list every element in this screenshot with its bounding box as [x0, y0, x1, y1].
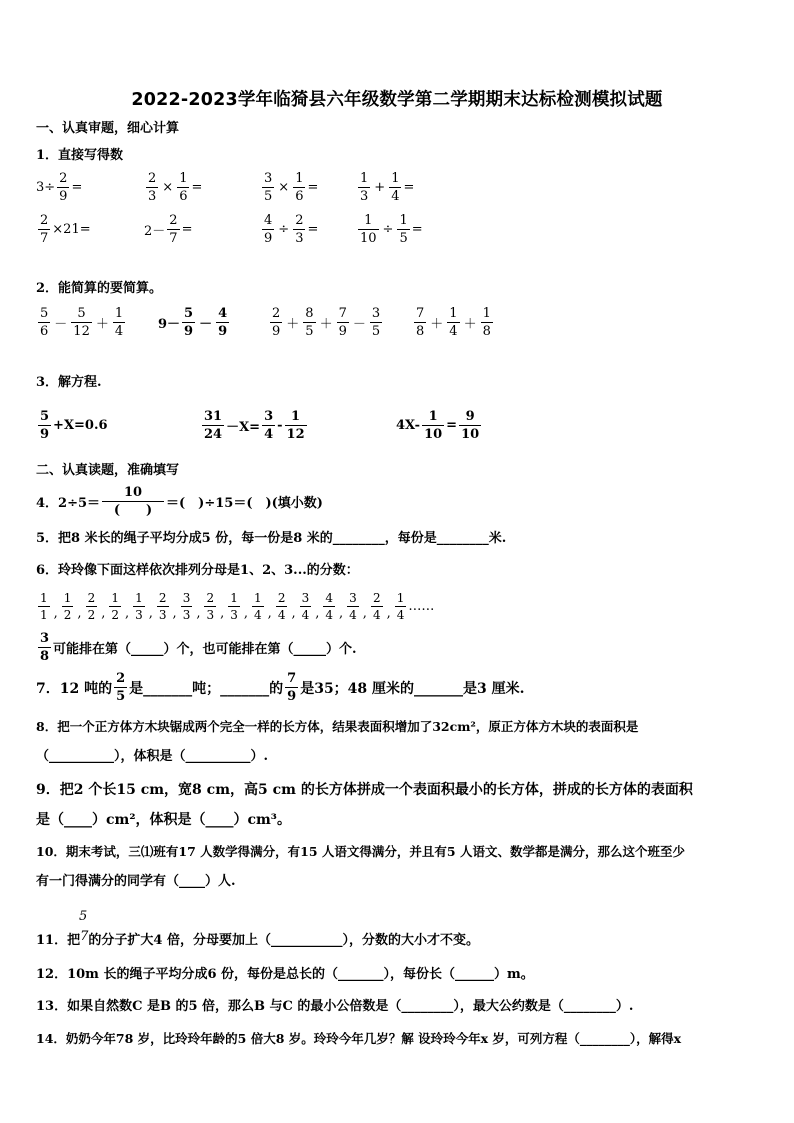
fraction: $\frac{2}{5}$: [116, 671, 126, 704]
comma: ,: [339, 606, 344, 621]
section-heading-1: 一、认真审题，细心计算: [36, 121, 180, 136]
comma: ,: [220, 606, 225, 621]
question-8-line-1: 8．把一个正方体方木块锯成两个完全一样的长方体，结果表面积增加了32cm²，原正方体方木块的表面积是: [36, 719, 639, 734]
comma: ,: [267, 606, 272, 621]
comma: ,: [77, 606, 82, 621]
comma: ,: [362, 606, 367, 621]
question-10-line-1: 10．期末考试，三⑴班有17 人数学得满分，有15 人语文得满分，并且有5 人语文、数学都是满分，那么这个班至少: [36, 844, 685, 859]
sequence-fraction: $\frac{3}{3}$: [182, 591, 191, 622]
comma: ,: [243, 606, 249, 621]
sequence-fraction: $\frac{1}{2}$: [111, 591, 119, 622]
q2-expr-3: $\frac{2}{9}$ ＋ $\frac{8}{5}$ ＋ $\frac{7}{9}$ － $\frac{3}{5}$: [272, 306, 381, 339]
fraction: $\frac{2}{9}$: [272, 306, 281, 339]
fraction: $\frac{7}{8}$: [416, 306, 425, 339]
fraction: $\frac{1}{6}$: [179, 171, 188, 204]
sequence-fraction: $\frac{1}{3}$: [230, 591, 238, 622]
fraction: $\frac{1}{3}$: [360, 171, 369, 204]
q2-expr-1: $\frac{5}{6}$ － $\frac{5}{12}$ ＋ $\frac{1}{4}$: [40, 306, 124, 339]
fraction: $\frac{2}{3}$: [148, 171, 157, 204]
q1-item-d: $\frac{1}{3}$ + $\frac{1}{4}$ =: [360, 171, 415, 204]
sequence-fraction: $\frac{2}{3}$: [206, 591, 215, 622]
question-4: 4．2÷5＝ $\frac{10}{( )}$ ＝( )÷15＝( )(填小数): [36, 485, 323, 518]
sequence-fraction: $\frac{4}{4}$: [325, 591, 334, 622]
sequence-fraction: $\frac{2}{4}$: [372, 591, 381, 622]
fraction: $\frac{1}{10}$: [360, 213, 377, 246]
sequence-fraction: $\frac{1}{4}$: [254, 591, 262, 622]
fraction: $\frac{5}{6}$: [40, 306, 49, 339]
comma: ,: [196, 606, 201, 621]
question-14: 14．奶奶今年78 岁，比玲玲年龄的5 倍大8 岁。玲玲今年几岁？解 设玲玲今年x 岁，可列方程（________），解得x: [36, 1031, 682, 1046]
question-6-ask: $\frac{3}{8}$ 可能排在第（_____）个，也可能排在第（_____）个.: [40, 631, 357, 664]
fraction: $\frac{3}{5}$: [371, 306, 381, 339]
fraction: $\frac{5}{9}$: [184, 306, 194, 339]
sequence-fraction: $\frac{2}{4}$: [277, 591, 286, 622]
sequence-fraction: $\frac{3}{4}$: [349, 591, 357, 622]
question-5: 5．把8 米长的绳子平均分成5 份，每一份是8 米的________，每份是________米.: [36, 531, 507, 546]
page-title: 2022-2023学年临猗县六年级数学第二学期期末达标检测模拟试题: [131, 90, 663, 110]
question-9-line-2: 是（____）cm²，体积是（____）cm³。: [36, 812, 291, 828]
sequence-fraction: $\frac{2}{3}$: [158, 591, 167, 622]
fraction: $\frac{2}{3}$: [295, 213, 304, 246]
question-3-label: 3．解方程.: [36, 375, 102, 390]
comma: ,: [172, 606, 177, 621]
fraction: $\frac{1}{8}$: [482, 306, 491, 339]
comma: ,: [53, 606, 58, 621]
fraction: $\frac{7}{9}$: [338, 306, 347, 339]
q1-item-b: $\frac{2}{3}$ × $\frac{1}{6}$ =: [148, 171, 203, 204]
fraction: $\frac{1}{4}$: [449, 306, 458, 339]
fraction: $\frac{2}{7}$: [169, 213, 178, 246]
question-10-line-2: 有一门得满分的同学有（____）人.: [36, 874, 236, 889]
comma: ,: [124, 606, 130, 621]
fraction: $\frac{1}{4}$: [114, 306, 124, 339]
sequence-fraction: $\frac{2}{2}$: [87, 591, 96, 622]
fraction: $\frac{3}{5}$: [264, 171, 273, 204]
comma: ,: [101, 606, 106, 621]
q3-equation-1: $\frac{5}{9}$ +X=0.6: [40, 409, 108, 442]
fraction: $\frac{7}{9}$: [287, 671, 297, 704]
section-heading-2: 二、认真读题，准确填写: [36, 463, 180, 478]
question-12: 12．10m 长的绳子平均分成6 份，每份是总长的（_______），每份长（______）m。: [36, 967, 534, 982]
fraction: $\frac{2}{9}$: [59, 171, 68, 204]
q1-item-f: 2－ $\frac{2}{7}$ =: [144, 213, 193, 246]
sequence-fraction: $\frac{1}{4}$: [396, 591, 405, 622]
question-11-numerator: 5: [79, 909, 88, 924]
sequence-fraction: $\frac{1}{3}$: [135, 591, 143, 622]
fraction: $\frac{1}{10}$: [424, 409, 443, 442]
fraction-sequence: [36, 592, 434, 621]
q1-item-h: $\frac{1}{10}$ ÷ $\frac{1}{5}$ =: [360, 213, 423, 246]
fraction: $\frac{1}{5}$: [399, 213, 408, 246]
question-7: 7．12 吨的 $\frac{2}{5}$ 是_______吨；_______的 $\frac{7}{9}$ 是35；48 厘米的_______是3 厘米.: [36, 671, 525, 704]
question-6-label: 6．玲玲像下面这样依次排列分母是1、2、3...的分数：: [36, 563, 359, 578]
fraction: $\frac{1}{6}$: [295, 171, 304, 204]
fraction: $\frac{4}{9}$: [218, 306, 228, 339]
question-2-label: 2．能简算的要简算。: [36, 281, 163, 296]
fraction: $\frac{8}{5}$: [305, 306, 314, 339]
q3-equation-3: 4X- $\frac{1}{10}$ = $\frac{9}{10}$: [396, 409, 480, 442]
question-1-label: 1．直接写得数: [36, 148, 124, 163]
fraction: $\frac{31}{24}$: [204, 409, 223, 442]
question-9-line-1: 9．把2 个长15 cm，宽8 cm，高5 cm 的长方体拼成一个表面积最小的长方体，拼成的长方体的表面积: [36, 782, 693, 798]
sequence-fraction: $\frac{3}{4}$: [301, 591, 310, 622]
sequence-ellipsis: ……: [408, 599, 435, 614]
fraction: $\frac{9}{10}$: [461, 409, 480, 442]
fraction: $\frac{3}{8}$: [40, 631, 50, 664]
sequence-fraction: $\frac{1}{1}$: [40, 591, 48, 622]
fraction: $\frac{1}{12}$: [286, 409, 305, 442]
fraction: $\frac{3}{4}$: [264, 409, 274, 442]
q3-equation-2: $\frac{31}{24}$ －X= $\frac{3}{4}$ - $\frac{1}{12}$: [204, 409, 305, 442]
fraction: $\frac{5}{9}$: [40, 409, 50, 442]
question-11: 11．把7的分子扩大4 倍，分母要加上（___________），分数的大小才不变。: [36, 929, 479, 948]
q1-item-a: 3÷ $\frac{2}{9}$ =: [36, 171, 83, 204]
q1-item-c: $\frac{3}{5}$ × $\frac{1}{6}$ =: [264, 171, 319, 204]
question-8-line-2: （__________），体积是（__________）.: [36, 749, 269, 764]
comma: ,: [386, 606, 391, 621]
q2-expr-4: $\frac{7}{8}$ ＋ $\frac{1}{4}$ ＋ $\frac{1}{8}$: [416, 306, 491, 339]
q1-item-e: $\frac{2}{7}$ ×21=: [40, 213, 91, 246]
fraction: $\frac{4}{9}$: [264, 213, 273, 246]
q2-expr-2: 9－ $\frac{5}{9}$ － $\frac{4}{9}$: [158, 306, 228, 339]
fraction: $\frac{2}{7}$: [40, 213, 49, 246]
fraction: $\frac{5}{12}$: [73, 306, 90, 339]
fraction: $\frac{1}{4}$: [391, 171, 400, 204]
comma: ,: [148, 606, 153, 621]
comma: ,: [291, 606, 296, 621]
fraction: $\frac{10}{( )}$: [102, 486, 164, 517]
q1-item-g: $\frac{4}{9}$ ÷ $\frac{2}{3}$ =: [264, 213, 319, 246]
question-13: 13．如果自然数C 是B 的5 倍，那么B 与C 的最小公倍数是（________），最大公约数是（________）.: [36, 999, 634, 1014]
sequence-fraction: $\frac{1}{2}$: [63, 591, 72, 622]
comma: ,: [315, 606, 320, 621]
